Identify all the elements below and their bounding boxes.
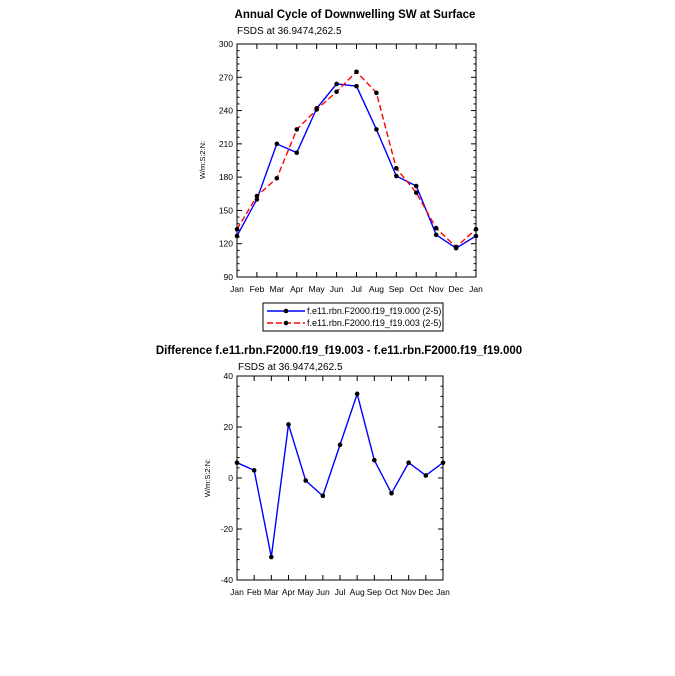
legend-entry: f.e11.rbn.F2000.f19_f19.000 (2-5) <box>307 306 442 316</box>
series-0-point <box>355 392 360 397</box>
x-tick-label: Apr <box>290 284 304 294</box>
y-tick-label: 150 <box>218 205 233 216</box>
series-0-point <box>474 234 479 239</box>
plot-area <box>219 39 483 294</box>
y-axis-label: W/m:S:2:N: <box>198 140 207 180</box>
x-tick-label: May <box>297 587 314 597</box>
series-1-point <box>235 227 240 232</box>
x-tick-label: Oct <box>409 284 423 294</box>
series-line-0 <box>237 394 443 557</box>
x-tick-label: Aug <box>349 587 365 597</box>
y-tick-label: 270 <box>218 72 233 83</box>
chart-title: Annual Cycle of Downwelling SW at Surface <box>234 9 476 21</box>
series-0-point <box>252 468 257 473</box>
difference-chart <box>156 345 522 597</box>
y-tick-label: 300 <box>218 39 233 49</box>
y-tick-label: 0 <box>228 473 233 483</box>
series-1-point <box>354 69 359 74</box>
x-tick-label: Jun <box>315 587 330 597</box>
series-1-point <box>314 107 319 112</box>
x-tick-label: Feb <box>246 587 262 597</box>
x-tick-label: Jan <box>230 284 244 294</box>
x-tick-label: Nov <box>428 284 444 294</box>
y-tick-label: -20 <box>220 524 233 534</box>
chart-title: Difference f.e11.rbn.F2000.f19_f19.003 - f.e11.rbn.F2000.f19_f19.000 <box>155 345 523 357</box>
y-tick-label: 20 <box>223 422 233 432</box>
series-0-point <box>321 494 326 499</box>
y-axis-label: W/m:S:2:N: <box>203 458 212 498</box>
series-0-point <box>372 458 377 463</box>
series-0-point <box>338 443 343 448</box>
x-tick-label: Jul <box>351 284 362 294</box>
plot-frame <box>237 44 476 277</box>
x-tick-label: Mar <box>264 587 279 597</box>
series-0-point <box>424 473 429 478</box>
series-0-point <box>275 142 280 147</box>
x-tick-label: Nov <box>401 587 417 597</box>
x-tick-label: Feb <box>249 284 265 294</box>
y-tick-label: 210 <box>218 138 233 149</box>
series-1-point <box>434 226 439 231</box>
legend-entry: f.e11.rbn.F2000.f19_f19.003 (2-5) <box>307 318 442 328</box>
series-0-point <box>441 460 446 465</box>
annual-cycle-chart <box>198 9 483 331</box>
y-tick-label: 40 <box>223 371 233 381</box>
series-0-point <box>394 174 399 179</box>
series-line-1 <box>237 72 476 247</box>
plot-area <box>221 371 450 597</box>
x-tick-label: Jan <box>230 587 244 597</box>
series-0-point <box>406 460 411 465</box>
x-tick-label: Jan <box>436 587 450 597</box>
x-tick-label: Jan <box>469 284 483 294</box>
series-1-point <box>394 166 399 171</box>
x-tick-label: Dec <box>448 284 464 294</box>
x-tick-label: Aug <box>368 284 384 294</box>
x-tick-label: Mar <box>269 284 285 294</box>
series-1-point <box>334 89 339 94</box>
x-tick-label: Sep <box>388 284 404 294</box>
series-1-point <box>255 194 260 199</box>
series-1-point <box>275 176 280 181</box>
y-tick-label: -40 <box>220 575 233 585</box>
series-1-point <box>474 227 479 232</box>
series-line-0 <box>237 84 476 248</box>
series-0-point <box>389 491 394 496</box>
legend-marker-0 <box>284 309 289 314</box>
series-0-point <box>269 555 274 560</box>
x-tick-label: Apr <box>281 587 296 597</box>
series-0-point <box>235 460 240 465</box>
series-0-point <box>334 82 339 87</box>
chart-subtitle: FSDS at 36.9474,262.5 <box>238 362 343 373</box>
series-0-point <box>286 422 291 427</box>
x-tick-label: Dec <box>418 587 434 597</box>
series-1-point <box>414 190 419 195</box>
x-tick-label: Jul <box>334 587 346 597</box>
legend-marker-1 <box>284 321 289 326</box>
series-0-point <box>354 84 359 89</box>
chart-subtitle: FSDS at 36.9474,262.5 <box>237 26 342 37</box>
series-0-point <box>303 478 308 483</box>
y-tick-label: 120 <box>218 238 233 249</box>
series-0-point <box>434 233 439 238</box>
series-1-point <box>374 91 379 96</box>
y-tick-label: 90 <box>223 272 233 282</box>
y-tick-label: 180 <box>218 172 233 183</box>
series-1-point <box>454 245 459 250</box>
x-tick-label: May <box>308 284 325 294</box>
series-1-point <box>294 127 299 132</box>
legend <box>263 303 443 331</box>
y-tick-label: 240 <box>218 105 233 116</box>
plot-frame <box>237 376 443 580</box>
series-0-point <box>374 127 379 132</box>
x-tick-label: Jun <box>329 284 344 294</box>
x-tick-label: Sep <box>366 587 382 597</box>
series-0-point <box>235 234 240 239</box>
x-tick-label: Oct <box>384 587 399 597</box>
series-0-point <box>414 184 419 189</box>
series-0-point <box>294 150 299 155</box>
